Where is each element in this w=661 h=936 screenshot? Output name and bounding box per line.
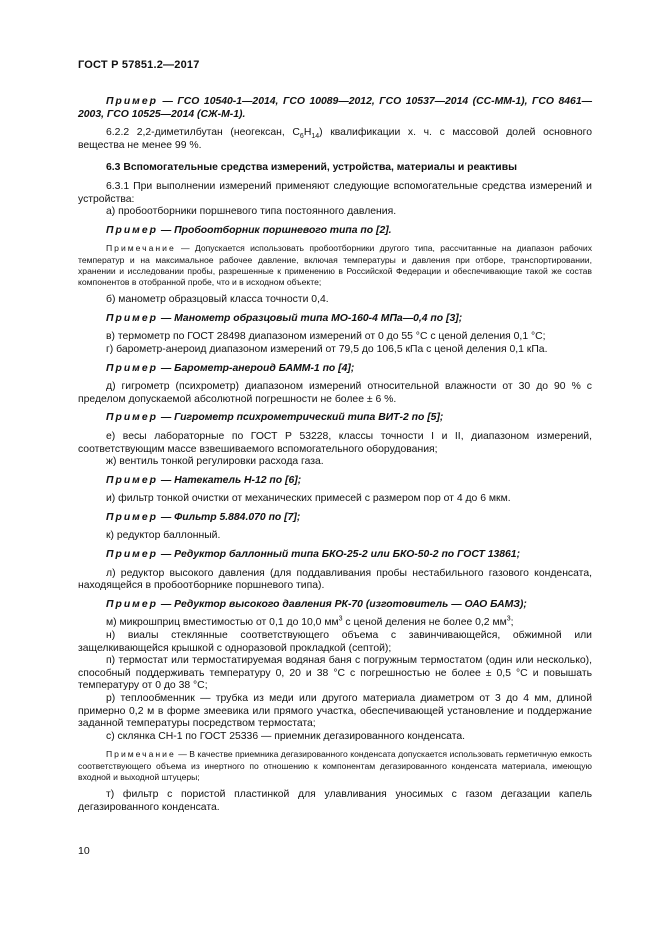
list-item-k: к) редуктор баллонный. bbox=[106, 530, 221, 542]
document-body bbox=[78, 96, 592, 814]
list-item-zh: ж) вентиль тонкой регулировки расхода газа. bbox=[106, 456, 324, 468]
page-number: 10 bbox=[78, 845, 90, 857]
list-item-v: в) термометр по ГОСТ 28498 диапазоном измерений от 0 до 55 °С с ценой деления 0,1 °С; bbox=[106, 331, 546, 343]
list-item-m: м) микрошприц вместимостью от 0,1 до 10,0 $мм^3$ с ценой деления не более 0,2 $мм^3$; bbox=[106, 615, 514, 629]
example-item-k: Пример — Редуктор баллонный типа БКО-25-2 или БКО-50-2 по ГОСТ 13861; bbox=[106, 549, 521, 561]
list-item-s: с) склянка СН-1 по ГОСТ 25336 — приемник дегазированного конденсата. bbox=[106, 730, 466, 742]
list-item-n: н) виалы стеклянные соответствующего объема с завинчивающейся, обжимной или защелкивающейся крышкой с одноразовой прокладкой (септой); bbox=[78, 630, 592, 654]
note-receiver: Примечание — В качестве приемника дегазированного конденсата допускается использовать герметичную емкость соответствующего объема из инертного по отношению к компонентам дегазированного конденсата материала, имеющую входной и выходной штуцеры; bbox=[78, 749, 592, 782]
example-standard-samples: Пример — ГСО 10540-1—2014, ГСО 10089—2012, ГСО 10537—2014 (СС-ММ-1), ГСО 8461—2003, ГСО 10525—2014 (СЖ-М-1). bbox=[78, 96, 592, 120]
example-item-g: Пример — Барометр-анероид БАММ-1 по [4]; bbox=[106, 362, 355, 374]
section-6-3-heading: 6.3 Вспомогательные средства измерений, устройства, материалы и реактивы bbox=[106, 162, 517, 174]
list-item-e: е) весы лабораторные по ГОСТ Р 53228, классы точности I и II, диапазоном измерений, соответствующим массе взвешиваемого вспомогательного оборудования; bbox=[78, 430, 592, 455]
example-label: Пример bbox=[106, 96, 158, 107]
example-item-l: Пример — Редуктор высокого давления РК-70 (изготовитель — ОАО БАМЗ); bbox=[106, 598, 527, 610]
clause-6-3-1: 6.3.1 При выполнении измерений применяют следующие вспомогательные средства измерений и устройства: bbox=[78, 180, 592, 205]
list-item-r: р) теплообменник — трубка из меди или другого материала диаметром от 3 до 4 мм, длиной примерно 0,2 м в форме змеевика или прямого участка, обеспечивающей установление и поддержание заданной температуры посредством термостата; bbox=[78, 693, 592, 730]
list-item-d: д) гигрометр (психрометр) диапазоном измерений относительной влажности от 30 до 90 % с пределом допускаемой абсолютной погрешности не более ± 6 %. bbox=[78, 381, 592, 405]
list-item-t: т) фильтр с пористой пластинкой для улавливания уносимых с газом дегазации капель дегазированного конденсата. bbox=[78, 788, 592, 813]
list-item-g: г) барометр-анероид диапазоном измерений от 79,5 до 106,5 кПа с ценой деления 0,1 кПа. bbox=[106, 343, 548, 355]
example-item-zh: Пример — Натекатель Н-12 по [6]; bbox=[106, 474, 302, 486]
example-item-b: Пример — Манометр образцовый типа МО-160-4 МПа—0,4 по [3]; bbox=[106, 312, 463, 324]
clause-6-2-2: 6.2.2 2,2-диметилбутан (неогексан, $C_6H_{14}$) квалификации х. ч. с массовой долей основного вещества не менее 99 %. bbox=[78, 127, 592, 151]
example-item-d: Пример — Гигрометр психрометрический типа ВИТ-2 по [5]; bbox=[106, 412, 444, 424]
document-header: ГОСТ Р 57851.2—2017 bbox=[78, 59, 200, 71]
note-samplers: Примечание — Допускается использовать пробоотборники другого типа, рассчитанные на диапазон рабочих температур и на максимальное рабочее давление, включая температуры и давления при отборе, транспортировании, хранении и исследовании пробы, разрешенные к применению в Российской Федерации и обеспечивающие такой же состав компонентов в отобранной пробе, что и в исходном объекте; bbox=[78, 243, 592, 287]
list-item-b: б) манометр образцовый класса точности 0,4. bbox=[106, 294, 329, 306]
example-item-i: Пример — Фильтр 5.884.070 по [7]; bbox=[106, 511, 301, 523]
list-item-a: а) пробоотборники поршневого типа постоянного давления. bbox=[106, 206, 397, 218]
list-item-i: и) фильтр тонкой очистки от механических примесей с размером пор от 4 до 6 мкм. bbox=[106, 493, 511, 505]
list-item-p: п) термостат или термостатируемая водяная баня с погружным термостатом (один или несколько), способный поддерживать температуру 0, 20 и 38 °С с погрешностью не более ± 0,5 °С и повышать температуру от 0 до 38 °С; bbox=[78, 655, 592, 692]
list-item-l: л) редуктор высокого давления (для поддавливания пробы нестабильного газового конденсата, находящейся в пробоотборнике поршневого типа). bbox=[78, 567, 592, 592]
example-item-a: Пример — Пробоотборник поршневого типа по [2]. bbox=[106, 224, 392, 236]
